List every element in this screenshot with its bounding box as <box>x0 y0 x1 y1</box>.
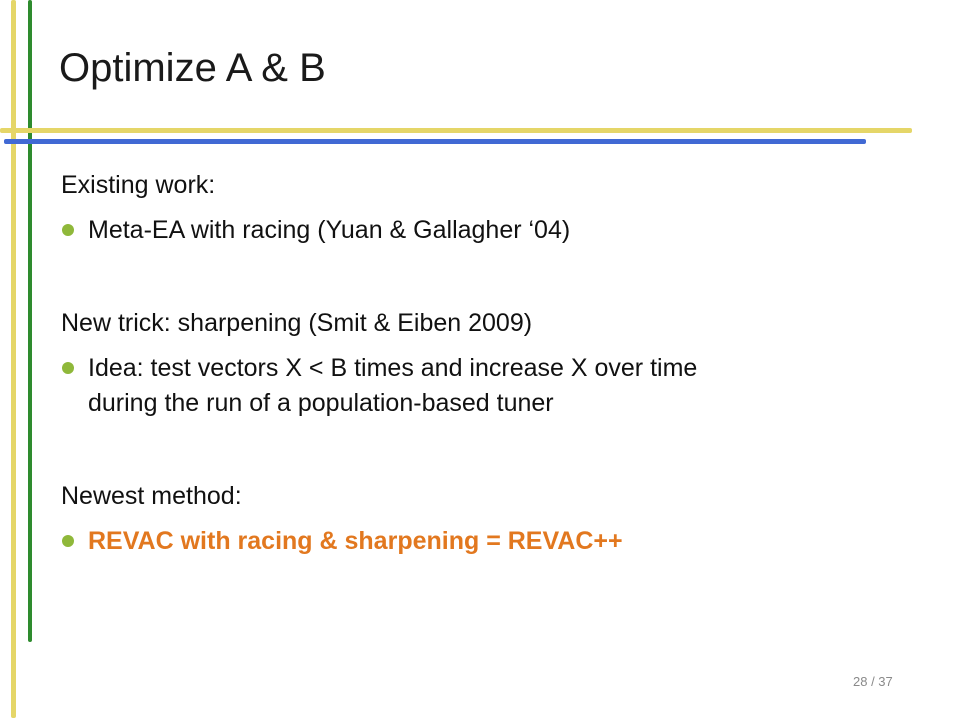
bullet-revac-plus-plus: REVAC with racing & sharpening = REVAC++ <box>88 527 623 555</box>
section-heading-existing-work: Existing work: <box>61 171 216 199</box>
section-heading-newest-method: Newest method: <box>61 482 242 510</box>
page-number: 28 / 37 <box>853 674 893 689</box>
bullet-dot-icon <box>62 224 74 236</box>
vertical-yellow-rule <box>11 0 16 718</box>
bullet-idea-line-1: Idea: test vectors X < B times and increase X over time <box>88 354 698 382</box>
vertical-green-rule <box>28 0 32 642</box>
bullet-dot-icon <box>62 362 74 374</box>
section-heading-new-trick: New trick: sharpening (Smit & Eiben 2009) <box>61 309 533 337</box>
horizontal-blue-rule <box>4 139 866 144</box>
slide-title: Optimize A & B <box>59 46 326 90</box>
bullet-meta-ea: Meta-EA with racing (Yuan & Gallagher ‘04) <box>88 216 571 244</box>
horizontal-yellow-rule <box>0 128 912 133</box>
bullet-dot-icon <box>62 535 74 547</box>
bullet-idea-line-2: during the run of a population-based tuner <box>88 389 554 417</box>
